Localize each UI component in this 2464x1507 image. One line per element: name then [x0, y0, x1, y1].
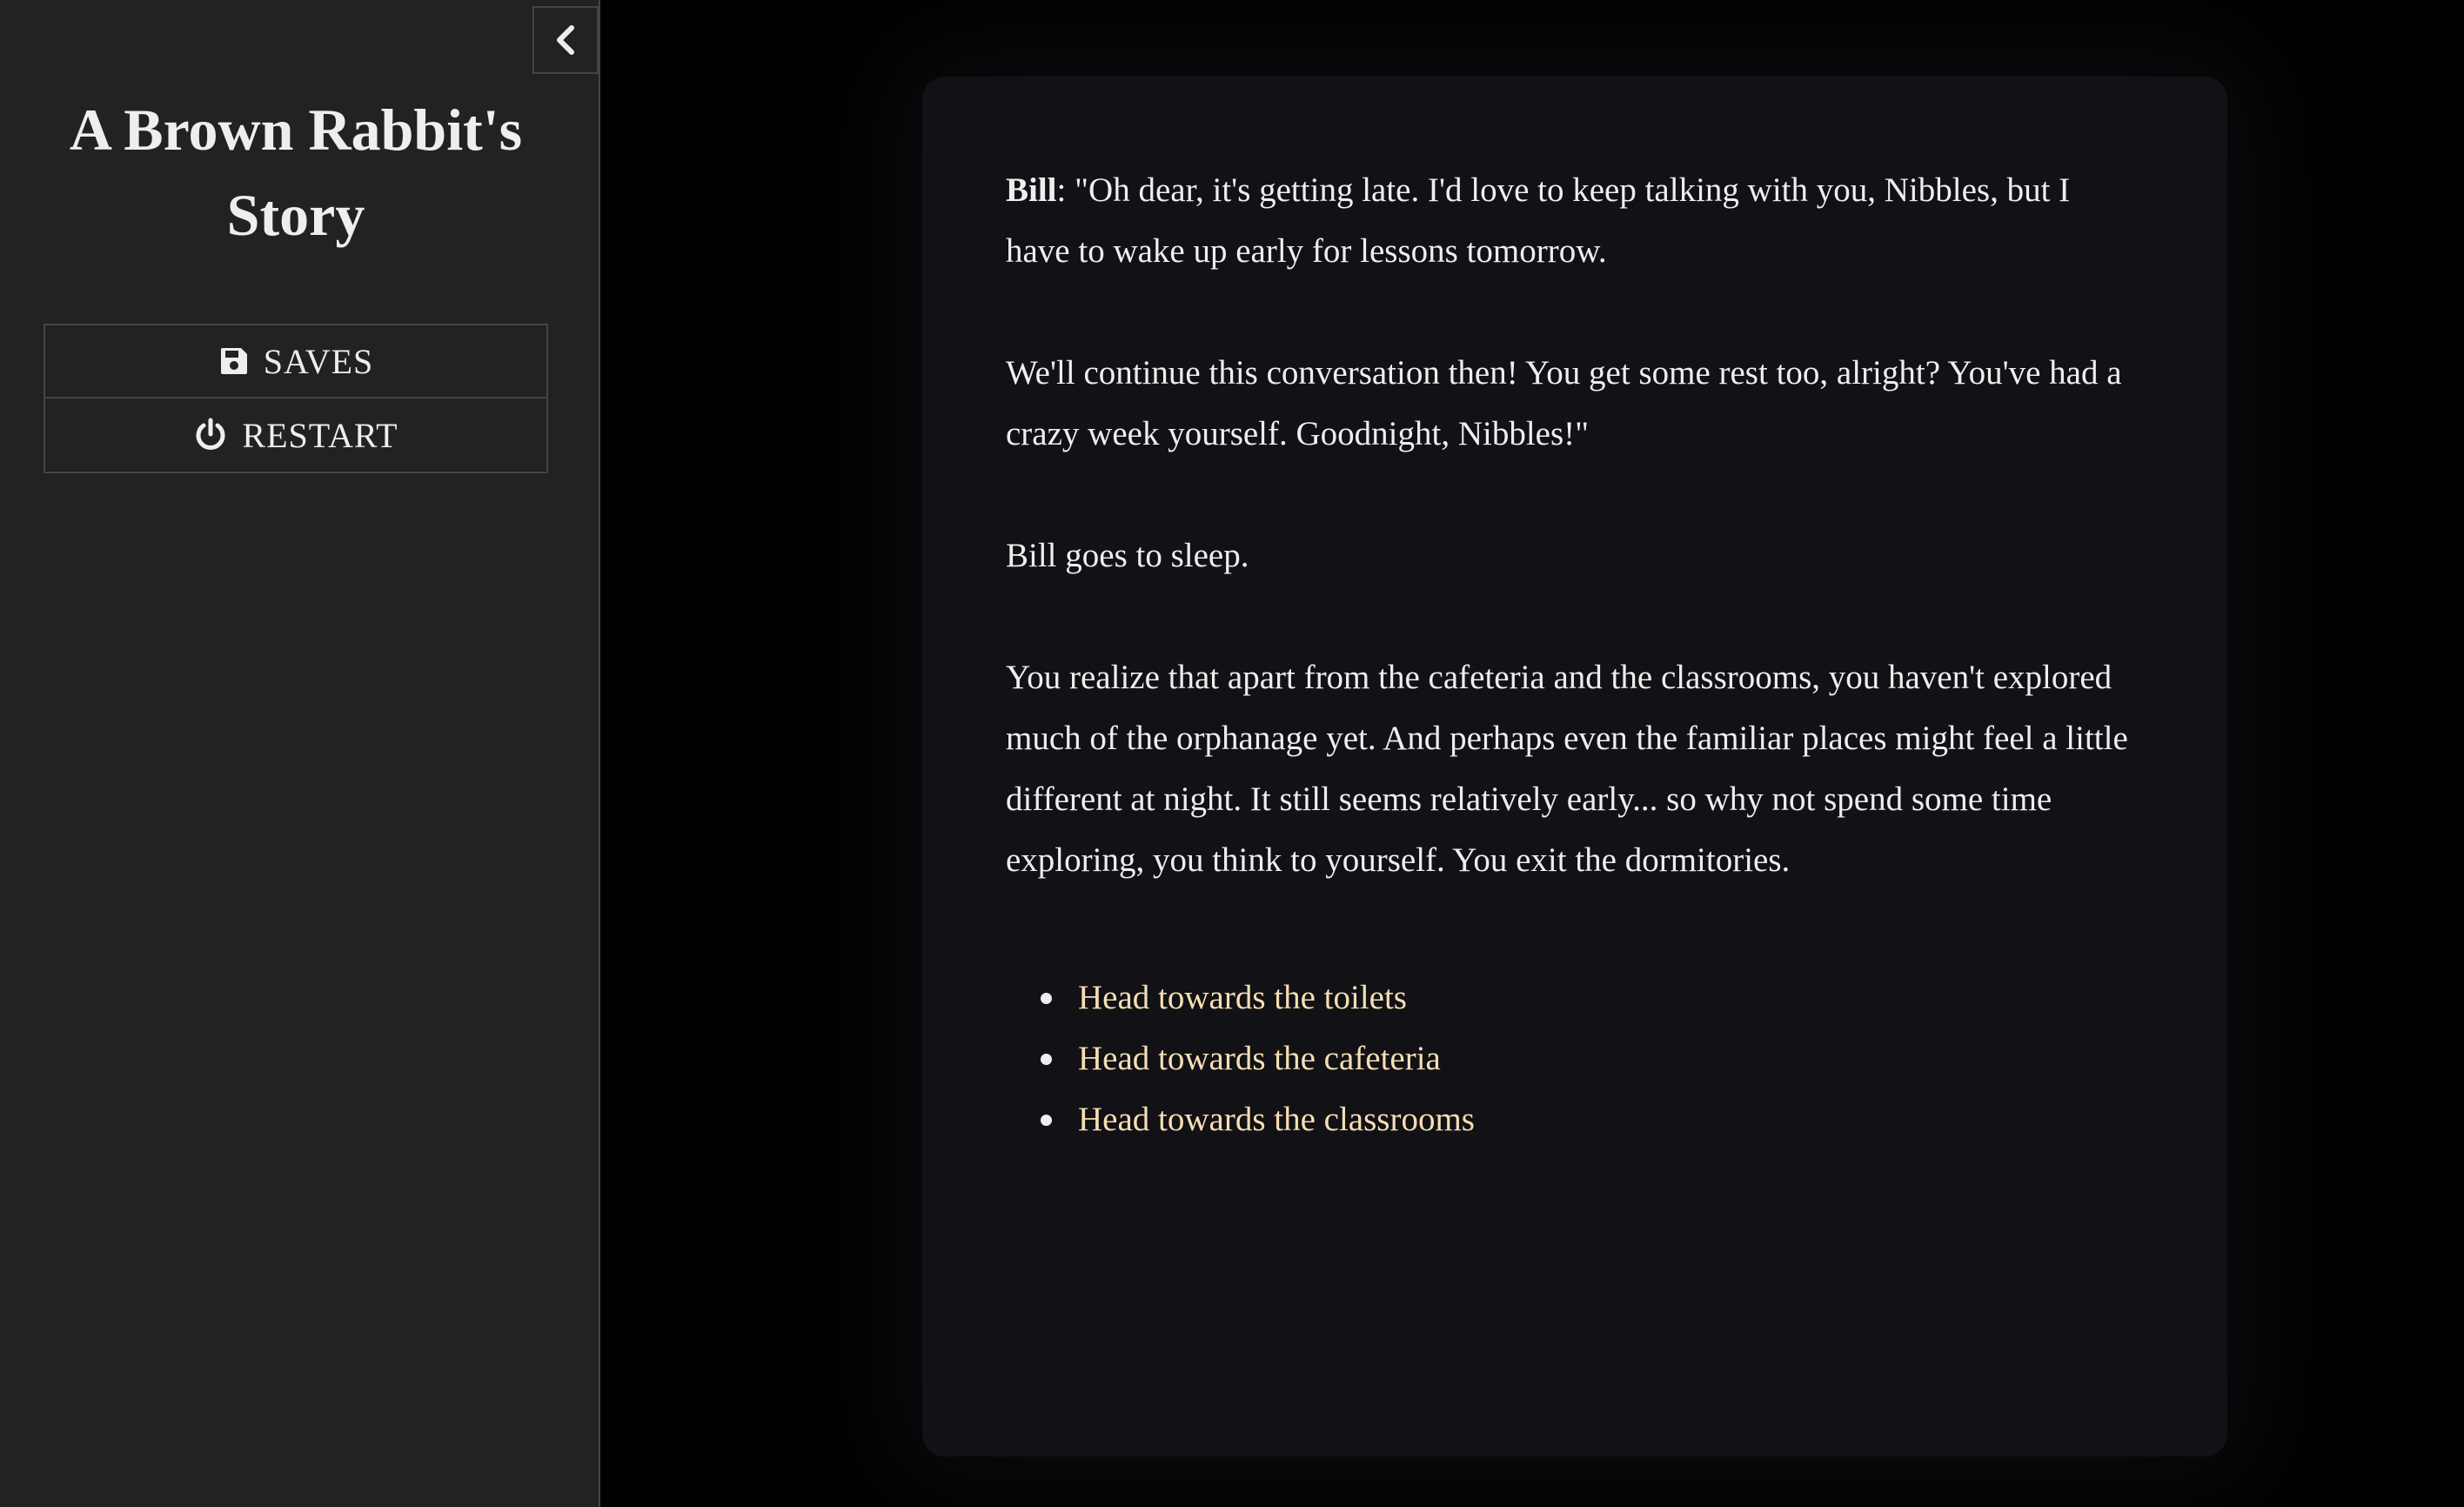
- chevron-left-icon: [552, 23, 579, 57]
- passage-paragraph: We'll continue this conversation then! You get some rest too, alright? You've had a crazy week yourself. Goodnight, Nibbles!": [1006, 354, 2122, 452]
- sidebar-menu: [44, 324, 548, 473]
- bullet-icon: [1041, 1115, 1052, 1126]
- passage-paragraph: You realize that apart from the cafeteria and the classrooms, you haven't explored much of the orphanage yet. And perhaps even the familiar places might feel a little different at night. It still seems relatively early... so why not spend some time exploring, you think to yourself. You exit the dormitories.: [1006, 659, 2128, 879]
- power-icon: [193, 418, 228, 452]
- story-title: A Brown Rabbit's Story: [69, 97, 523, 248]
- bullet-icon: [1041, 993, 1052, 1004]
- restart-button[interactable]: [44, 399, 548, 473]
- speaker-name: Bill: [1006, 171, 1057, 209]
- choice-link-cafeteria[interactable]: Head towards the cafeteria: [1078, 1040, 1441, 1077]
- restart-label: RESTART: [242, 415, 398, 455]
- choice-link-toilets[interactable]: Head towards the toilets: [1078, 979, 1407, 1016]
- sidebar-toggle-button[interactable]: [532, 6, 599, 74]
- list-item: [1006, 1089, 1475, 1150]
- passage-paragraph: Bill goes to sleep.: [1006, 537, 1249, 574]
- choice-list: [1006, 968, 1475, 1150]
- floppy-disk-icon: [218, 345, 250, 377]
- saves-label: SAVES: [263, 341, 374, 381]
- passage-panel: [922, 77, 2227, 1457]
- sidebar: [0, 0, 600, 1507]
- list-item: [1006, 968, 1475, 1028]
- list-item: [1006, 1028, 1475, 1089]
- dialogue-text: : "Oh dear, it's getting late. I'd love to keep talking with you, Nibbles, but I have to wake up early for lessons tomorrow.: [1006, 171, 2071, 270]
- passage-paragraph: [1006, 160, 2135, 282]
- bullet-icon: [1041, 1054, 1052, 1065]
- choice-link-classrooms[interactable]: Head towards the classrooms: [1078, 1101, 1475, 1138]
- saves-button[interactable]: [44, 324, 548, 399]
